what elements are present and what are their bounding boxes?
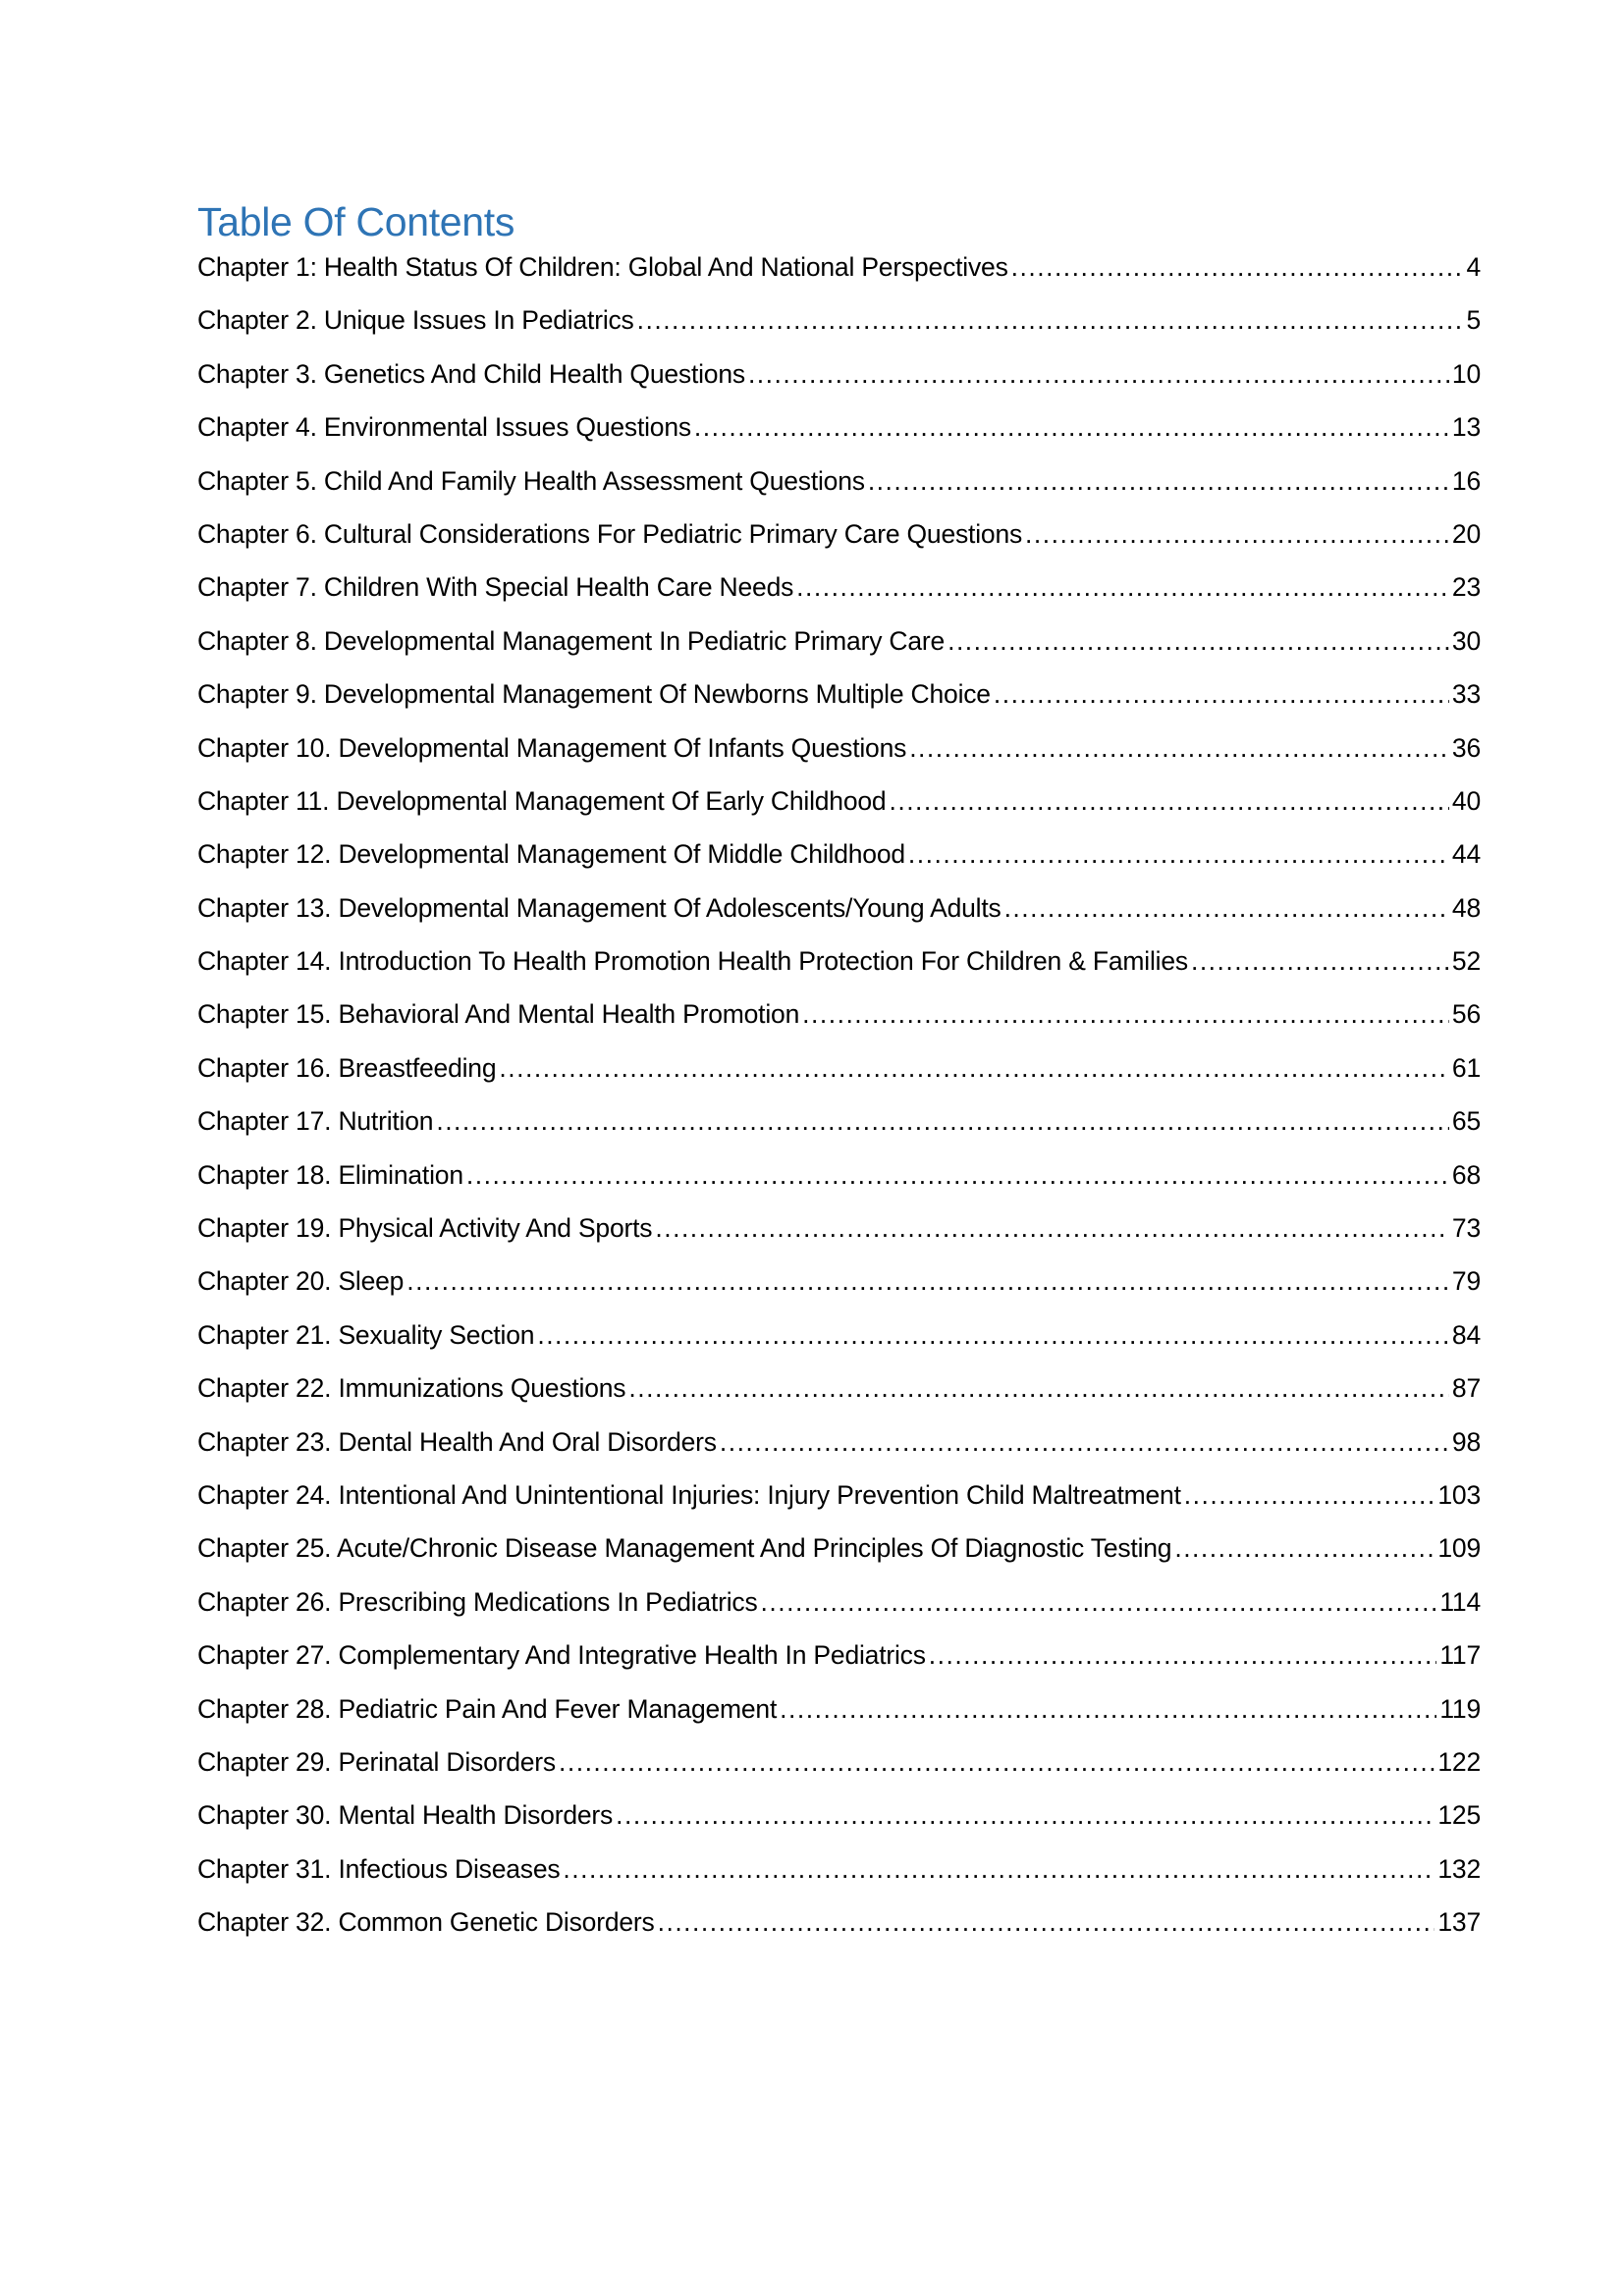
toc-entry[interactable]: [197, 946, 1481, 999]
toc-entry-page: 122: [1437, 1746, 1481, 1777]
dot-leader: [1011, 252, 1464, 283]
toc-entry[interactable]: [197, 786, 1481, 839]
toc-entry-label: Chapter 18. Elimination: [197, 1159, 463, 1190]
dot-leader: [436, 1106, 1449, 1137]
dot-leader: [655, 1213, 1449, 1244]
toc-entry-page: 20: [1451, 518, 1481, 549]
toc-entry-label: Chapter 2. Unique Issues In Pediatrics: [197, 305, 634, 336]
toc-entry-label: Chapter 17. Nutrition: [197, 1106, 434, 1137]
toc-entry[interactable]: [197, 412, 1481, 465]
toc-entry-page: 56: [1451, 999, 1481, 1030]
dot-leader: [658, 1907, 1435, 1938]
dot-leader: [628, 1373, 1449, 1404]
toc-entry-page: 114: [1439, 1586, 1481, 1617]
toc-entry[interactable]: [197, 839, 1481, 892]
dot-leader: [796, 572, 1449, 603]
toc-entry-page: 125: [1437, 1800, 1481, 1831]
toc-entry-label: Chapter 21. Sexuality Section: [197, 1319, 535, 1350]
toc-entry-label: Chapter 14. Introduction To Health Promotion Health Protection For Children & Families: [197, 946, 1188, 977]
toc-entry-page: 23: [1451, 572, 1481, 603]
toc-entry-label: Chapter 16. Breastfeeding: [197, 1052, 497, 1083]
toc-entry[interactable]: [197, 1587, 1481, 1640]
dot-leader: [499, 1053, 1449, 1084]
dot-leader: [908, 839, 1449, 870]
toc-entry-label: Chapter 7. Children With Special Health Care Needs: [197, 572, 794, 603]
toc-entry-page: 87: [1451, 1373, 1481, 1404]
dot-leader: [616, 1800, 1435, 1831]
toc-entry-page: 117: [1439, 1640, 1481, 1671]
toc-entry[interactable]: [197, 626, 1481, 679]
toc-entry[interactable]: [197, 1427, 1481, 1480]
toc-entry-label: Chapter 8. Developmental Management In Pediatric Primary Care: [197, 625, 946, 656]
toc-entry-page: 84: [1451, 1319, 1481, 1350]
dot-leader: [537, 1320, 1449, 1351]
toc-entry-page: 33: [1451, 679, 1481, 710]
toc-entry-label: Chapter 5. Child And Family Health Assessment Questions: [197, 465, 865, 496]
toc-entry-page: 13: [1451, 412, 1481, 443]
toc-entry-page: 132: [1437, 1853, 1481, 1884]
toc-entry[interactable]: [197, 252, 1481, 305]
toc-entry[interactable]: [197, 1747, 1481, 1800]
toc-entry-label: Chapter 6. Cultural Considerations For Pediatric Primary Care Questions: [197, 518, 1023, 549]
toc-entry[interactable]: [197, 1640, 1481, 1693]
toc-entry-page: 103: [1437, 1479, 1481, 1510]
toc-entry-page: 10: [1451, 358, 1481, 389]
toc-entry-page: 44: [1451, 839, 1481, 870]
toc-entry-label: Chapter 12. Developmental Management Of Middle Childhood: [197, 839, 905, 870]
toc-entry-page: 16: [1451, 465, 1481, 496]
dot-leader: [909, 733, 1449, 764]
toc-title: Table Of Contents: [197, 199, 515, 244]
dot-leader: [868, 466, 1449, 497]
toc-entry[interactable]: [197, 1320, 1481, 1373]
toc-entry[interactable]: [197, 359, 1481, 412]
toc-entry-page: 40: [1451, 785, 1481, 816]
toc-entry-label: Chapter 23. Dental Health And Oral Disorders: [197, 1426, 717, 1457]
toc-entry-label: Chapter 26. Prescribing Medications In Pediatrics: [197, 1586, 758, 1617]
toc-entry[interactable]: [197, 733, 1481, 786]
toc-entry[interactable]: [197, 893, 1481, 946]
dot-leader: [559, 1747, 1435, 1778]
toc-entry-label: Chapter 22. Immunizations Questions: [197, 1373, 626, 1404]
toc-entry-label: Chapter 4. Environmental Issues Questions: [197, 412, 691, 443]
toc-entry-page: 48: [1451, 892, 1481, 923]
toc-entry-page: 79: [1451, 1266, 1481, 1297]
toc-entry[interactable]: [197, 999, 1481, 1052]
toc-entry[interactable]: [197, 1533, 1481, 1586]
toc-entry[interactable]: [197, 1854, 1481, 1907]
toc-list: [197, 252, 1481, 1961]
toc-entry-label: Chapter 19. Physical Activity And Sports: [197, 1213, 653, 1244]
dot-leader: [466, 1160, 1449, 1191]
toc-entry[interactable]: [197, 1213, 1481, 1266]
toc-entry-page: 5: [1466, 305, 1481, 336]
toc-entry[interactable]: [197, 1694, 1481, 1747]
dot-leader: [780, 1694, 1436, 1725]
dot-leader: [761, 1587, 1437, 1618]
toc-entry[interactable]: [197, 1480, 1481, 1533]
toc-entry[interactable]: [197, 1266, 1481, 1319]
dot-leader: [889, 786, 1448, 817]
dot-leader: [994, 679, 1449, 710]
dot-leader: [1184, 1480, 1435, 1511]
dot-leader: [563, 1854, 1435, 1885]
dot-leader: [947, 626, 1449, 657]
toc-entry[interactable]: [197, 1053, 1481, 1106]
dot-leader: [1174, 1533, 1435, 1564]
dot-leader: [720, 1427, 1449, 1458]
toc-entry[interactable]: [197, 519, 1481, 572]
dot-leader: [637, 305, 1464, 336]
toc-entry[interactable]: [197, 572, 1481, 625]
toc-entry-page: 119: [1439, 1693, 1481, 1724]
toc-entry-label: Chapter 25. Acute/Chronic Disease Management And Principles Of Diagnostic Testing: [197, 1533, 1172, 1564]
dot-leader: [694, 412, 1449, 443]
toc-entry-label: Chapter 15. Behavioral And Mental Health Promotion: [197, 999, 800, 1030]
toc-entry-page: 65: [1451, 1106, 1481, 1137]
toc-entry-label: Chapter 27. Complementary And Integrative Health In Pediatrics: [197, 1640, 926, 1671]
toc-entry-label: Chapter 24. Intentional And Unintentional Injuries: Injury Prevention Child Maltreatment: [197, 1479, 1181, 1510]
toc-entry-label: Chapter 31. Infectious Diseases: [197, 1853, 561, 1884]
toc-entry[interactable]: [197, 1160, 1481, 1213]
dot-leader: [406, 1266, 1449, 1297]
toc-entry-label: Chapter 11. Developmental Management Of Early Childhood: [197, 785, 887, 816]
toc-entry[interactable]: [197, 466, 1481, 519]
toc-entry-page: 36: [1451, 732, 1481, 763]
toc-entry-page: 52: [1451, 946, 1481, 977]
toc-entry[interactable]: [197, 1907, 1481, 1960]
toc-entry-label: Chapter 20. Sleep: [197, 1266, 405, 1297]
toc-entry[interactable]: [197, 1800, 1481, 1853]
toc-entry-label: Chapter 3. Genetics And Child Health Questions: [197, 358, 745, 389]
toc-entry-page: 73: [1451, 1213, 1481, 1244]
dot-leader: [929, 1640, 1437, 1671]
toc-entry-page: 137: [1437, 1907, 1481, 1938]
dot-leader: [802, 999, 1449, 1030]
dot-leader: [1004, 893, 1449, 924]
toc-entry-label: Chapter 29. Perinatal Disorders: [197, 1746, 556, 1777]
dot-leader: [1191, 946, 1449, 977]
toc-entry[interactable]: [197, 1373, 1481, 1426]
toc-entry[interactable]: [197, 305, 1481, 358]
toc-entry-page: 109: [1437, 1533, 1481, 1564]
toc-entry-page: 30: [1451, 625, 1481, 656]
toc-entry-label: Chapter 30. Mental Health Disorders: [197, 1800, 614, 1831]
toc-entry[interactable]: [197, 1106, 1481, 1159]
toc-entry-page: 98: [1451, 1426, 1481, 1457]
dot-leader: [748, 359, 1449, 390]
toc-entry-page: 61: [1451, 1052, 1481, 1083]
toc-entry-page: 4: [1466, 252, 1481, 282]
toc-entry-label: Chapter 10. Developmental Management Of Infants Questions: [197, 732, 907, 763]
toc-entry-label: Chapter 13. Developmental Management Of Adolescents/Young Adults: [197, 892, 1001, 923]
toc-entry[interactable]: [197, 679, 1481, 732]
toc-entry-label: Chapter 9. Developmental Management Of Newborns Multiple Choice: [197, 679, 991, 710]
toc-entry-label: Chapter 1: Health Status Of Children: Global And National Perspectives: [197, 252, 1008, 282]
toc-entry-page: 68: [1451, 1159, 1481, 1190]
dot-leader: [1025, 519, 1449, 550]
toc-entry-label: Chapter 32. Common Genetic Disorders: [197, 1907, 655, 1938]
toc-entry-label: Chapter 28. Pediatric Pain And Fever Management: [197, 1693, 778, 1724]
